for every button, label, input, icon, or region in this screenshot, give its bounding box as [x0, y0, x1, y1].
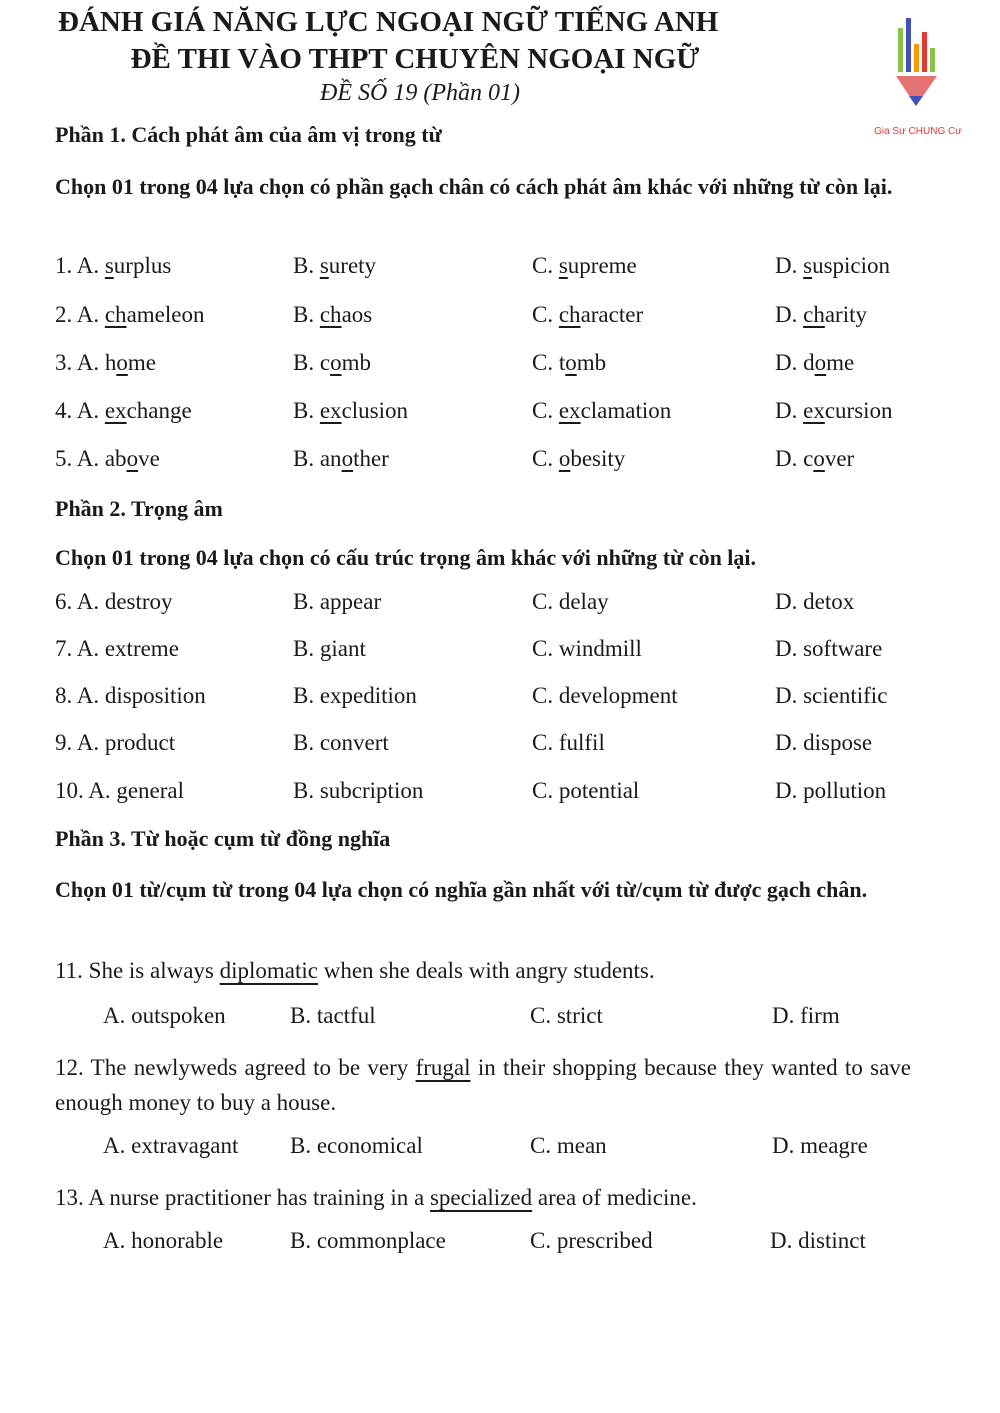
part3-instruction: Chọn 01 từ/cụm từ trong 04 lựa chọn có nghĩa gần nhất với từ/cụm từ được gạch chân. — [55, 877, 868, 902]
question-12-options — [0, 1133, 1000, 1167]
question-row — [0, 446, 1000, 480]
option-a[interactable] — [55, 398, 192, 424]
option-text: C. — [532, 302, 559, 327]
option-a[interactable]: A. outspoken — [103, 1003, 226, 1028]
part3-heading: Phần 3. Từ hoặc cụm từ đồng nghĩa — [55, 826, 391, 851]
option-b[interactable]: B. appear — [293, 589, 382, 614]
underlined-letters: ch — [558, 302, 581, 327]
underlined-letters: o — [341, 446, 354, 471]
logo-text: Gia Sư CHUNG Cư — [874, 126, 962, 137]
option-b[interactable]: B. commonplace — [290, 1228, 446, 1253]
pencil-chart-logo-icon — [868, 18, 968, 126]
option-text: D. d — [775, 350, 815, 375]
underlined-word: specialized — [429, 1185, 533, 1210]
option-text: 5. A. ab — [55, 446, 127, 471]
underlined-word: diplomatic — [219, 958, 318, 983]
part1-heading: Phần 1. Cách phát âm của âm vị trong từ — [55, 122, 442, 147]
option-text: 3. A. h — [55, 350, 117, 375]
option-d[interactable]: D. distinct — [770, 1228, 866, 1253]
stem-text: area of medicine. — [532, 1185, 697, 1210]
option-d[interactable] — [775, 253, 890, 279]
option-text: B. — [293, 398, 320, 423]
option-text: uspicion — [812, 253, 891, 278]
option-c[interactable] — [532, 350, 606, 376]
question-row — [0, 302, 1000, 336]
option-text: upreme — [567, 253, 637, 278]
option-d[interactable]: D. pollution — [775, 778, 887, 803]
option-d[interactable]: D. firm — [772, 1003, 840, 1028]
option-text: B. — [293, 253, 320, 278]
stem-text: 13. A nurse practitioner has training in a — [55, 1185, 430, 1210]
option-text: aracter — [580, 302, 644, 327]
option-b[interactable]: B. expedition — [293, 683, 417, 708]
question-row — [0, 589, 1000, 623]
option-c[interactable]: C. prescribed — [530, 1228, 653, 1253]
header — [55, 4, 815, 108]
underlined-letters: s — [319, 253, 329, 278]
option-text: clamation — [580, 398, 672, 423]
question-row — [0, 253, 1000, 287]
exam-number: ĐỀ SỐ 19 (Phần 01) — [320, 80, 520, 106]
option-a[interactable]: 7. A. extreme — [55, 636, 179, 661]
part2-heading: Phần 2. Trọng âm — [55, 496, 223, 521]
option-text: arity — [824, 302, 867, 327]
underlined-letters: s — [803, 253, 813, 278]
option-b[interactable]: B. subcription — [293, 778, 424, 803]
underlined-letters: o — [814, 350, 827, 375]
option-a[interactable]: A. honorable — [103, 1228, 224, 1253]
option-text: ve — [138, 446, 160, 471]
option-text: besity — [570, 446, 626, 471]
option-text: me — [127, 350, 156, 375]
option-d[interactable]: D. scientific — [775, 683, 888, 708]
option-a[interactable]: 6. A. destroy — [55, 589, 173, 614]
part1-instruction: Chọn 01 trong 04 lựa chọn có phần gạch chân có cách phát âm khác với những từ còn lại. — [55, 174, 893, 199]
option-c[interactable]: C. mean — [530, 1133, 607, 1158]
option-text: 2. A. — [55, 302, 105, 327]
underlined-letters: o — [330, 350, 342, 375]
option-d[interactable]: D. dispose — [775, 730, 873, 755]
option-c[interactable]: C. strict — [530, 1003, 603, 1028]
underlined-letters: ch — [803, 302, 825, 327]
option-d[interactable] — [775, 302, 867, 328]
option-text: B. — [293, 302, 320, 327]
option-a[interactable] — [55, 446, 160, 472]
option-text: urplus — [113, 253, 172, 278]
question-12-stem — [55, 1050, 911, 1120]
option-a[interactable]: 10. A. general — [55, 778, 185, 803]
option-text: D. — [775, 302, 804, 327]
option-d[interactable] — [775, 398, 893, 424]
part2-instruction: Chọn 01 trong 04 lựa chọn có cấu trúc trọng âm khác với những từ còn lại. — [55, 545, 757, 570]
option-b[interactable]: B. economical — [290, 1133, 423, 1158]
question-13-options — [0, 1228, 1000, 1262]
option-text: D. c — [775, 446, 814, 471]
option-a[interactable] — [55, 350, 156, 376]
option-d[interactable]: D. meagre — [772, 1133, 868, 1158]
option-b[interactable]: B. convert — [293, 730, 389, 755]
question-row — [0, 350, 1000, 384]
underlined-letters: o — [813, 446, 825, 471]
option-text: aos — [341, 302, 373, 327]
option-c[interactable]: C. fulfil — [532, 730, 605, 755]
option-a[interactable] — [55, 253, 171, 279]
option-d[interactable] — [775, 446, 854, 472]
option-text: ther — [353, 446, 389, 471]
option-b[interactable] — [293, 350, 371, 376]
option-text: ameleon — [126, 302, 205, 327]
option-c[interactable] — [532, 302, 643, 328]
underlined-letters: ex — [803, 398, 825, 423]
option-b[interactable] — [293, 446, 389, 472]
option-c[interactable] — [532, 398, 671, 424]
option-text: C. — [532, 398, 559, 423]
option-text: C. — [532, 446, 559, 471]
underlined-letters: o — [126, 446, 139, 471]
option-c[interactable] — [532, 253, 637, 279]
question-row — [0, 730, 1000, 764]
option-text: clusion — [341, 398, 409, 423]
option-c[interactable]: C. delay — [532, 589, 609, 614]
page-title: ĐÁNH GIÁ NĂNG LỰC NGOẠI NGỮ TIẾNG ANH — [58, 6, 719, 38]
question-row — [0, 778, 1000, 812]
option-b[interactable]: B. giant — [293, 636, 366, 661]
option-b[interactable]: B. tactful — [290, 1003, 376, 1028]
underlined-letters: o — [116, 350, 128, 375]
option-b[interactable] — [293, 253, 376, 279]
option-text: C. — [532, 253, 559, 278]
option-text: D. — [775, 398, 804, 423]
question-11-options — [0, 1003, 1000, 1037]
option-text: urety — [328, 253, 377, 278]
option-c[interactable]: C. development — [532, 683, 678, 708]
option-text: me — [826, 350, 855, 375]
option-d[interactable]: D. software — [775, 636, 883, 661]
underlined-letters: o — [565, 350, 577, 375]
underlined-letters: ch — [104, 302, 127, 327]
underlined-letters: ch — [319, 302, 342, 327]
option-b[interactable] — [293, 302, 372, 328]
underlined-letters: ex — [104, 398, 127, 423]
option-d[interactable] — [775, 350, 854, 376]
stem-text: in their shopping because they wanted to save enough money to buy a house. — [55, 1055, 912, 1115]
underlined-letters: o — [558, 446, 571, 471]
option-text: B. c — [293, 350, 331, 375]
option-a[interactable]: 8. A. disposition — [55, 683, 206, 708]
question-11-stem — [55, 953, 911, 988]
option-text: ver — [824, 446, 855, 471]
option-text: mb — [341, 350, 371, 375]
underlined-letters: s — [104, 253, 114, 278]
option-b[interactable] — [293, 398, 408, 424]
page-subtitle-exam: ĐỀ THI VÀO THPT CHUYÊN NGOẠI NGỮ — [130, 43, 700, 75]
option-c[interactable]: C. windmill — [532, 636, 642, 661]
option-text: 1. A. — [55, 253, 105, 278]
stem-text: 12. The newlyweds agreed to be very — [55, 1055, 416, 1080]
option-a[interactable]: 9. A. product — [55, 730, 176, 755]
question-row — [0, 398, 1000, 432]
option-a[interactable] — [55, 302, 204, 328]
underlined-letters: ex — [558, 398, 581, 423]
underlined-letters: ex — [319, 398, 342, 423]
option-text: mb — [576, 350, 607, 375]
stem-text: when she deals with angry students. — [317, 958, 655, 983]
underlined-word: frugal — [415, 1055, 471, 1080]
question-row — [0, 636, 1000, 670]
option-text: C. t — [532, 350, 566, 375]
option-text: B. an — [293, 446, 342, 471]
question-row — [0, 683, 1000, 717]
option-text: change — [126, 398, 192, 423]
option-text: cursion — [824, 398, 893, 423]
question-13-stem — [55, 1180, 911, 1215]
stem-text: 11. She is always — [55, 958, 220, 983]
option-c[interactable] — [532, 446, 625, 472]
option-a[interactable]: A. extravagant — [103, 1133, 239, 1158]
option-d[interactable]: D. detox — [775, 589, 855, 614]
option-text: D. — [775, 253, 804, 278]
option-text: 4. A. — [55, 398, 105, 423]
option-c[interactable]: C. potential — [532, 778, 640, 803]
underlined-letters: s — [558, 253, 568, 278]
